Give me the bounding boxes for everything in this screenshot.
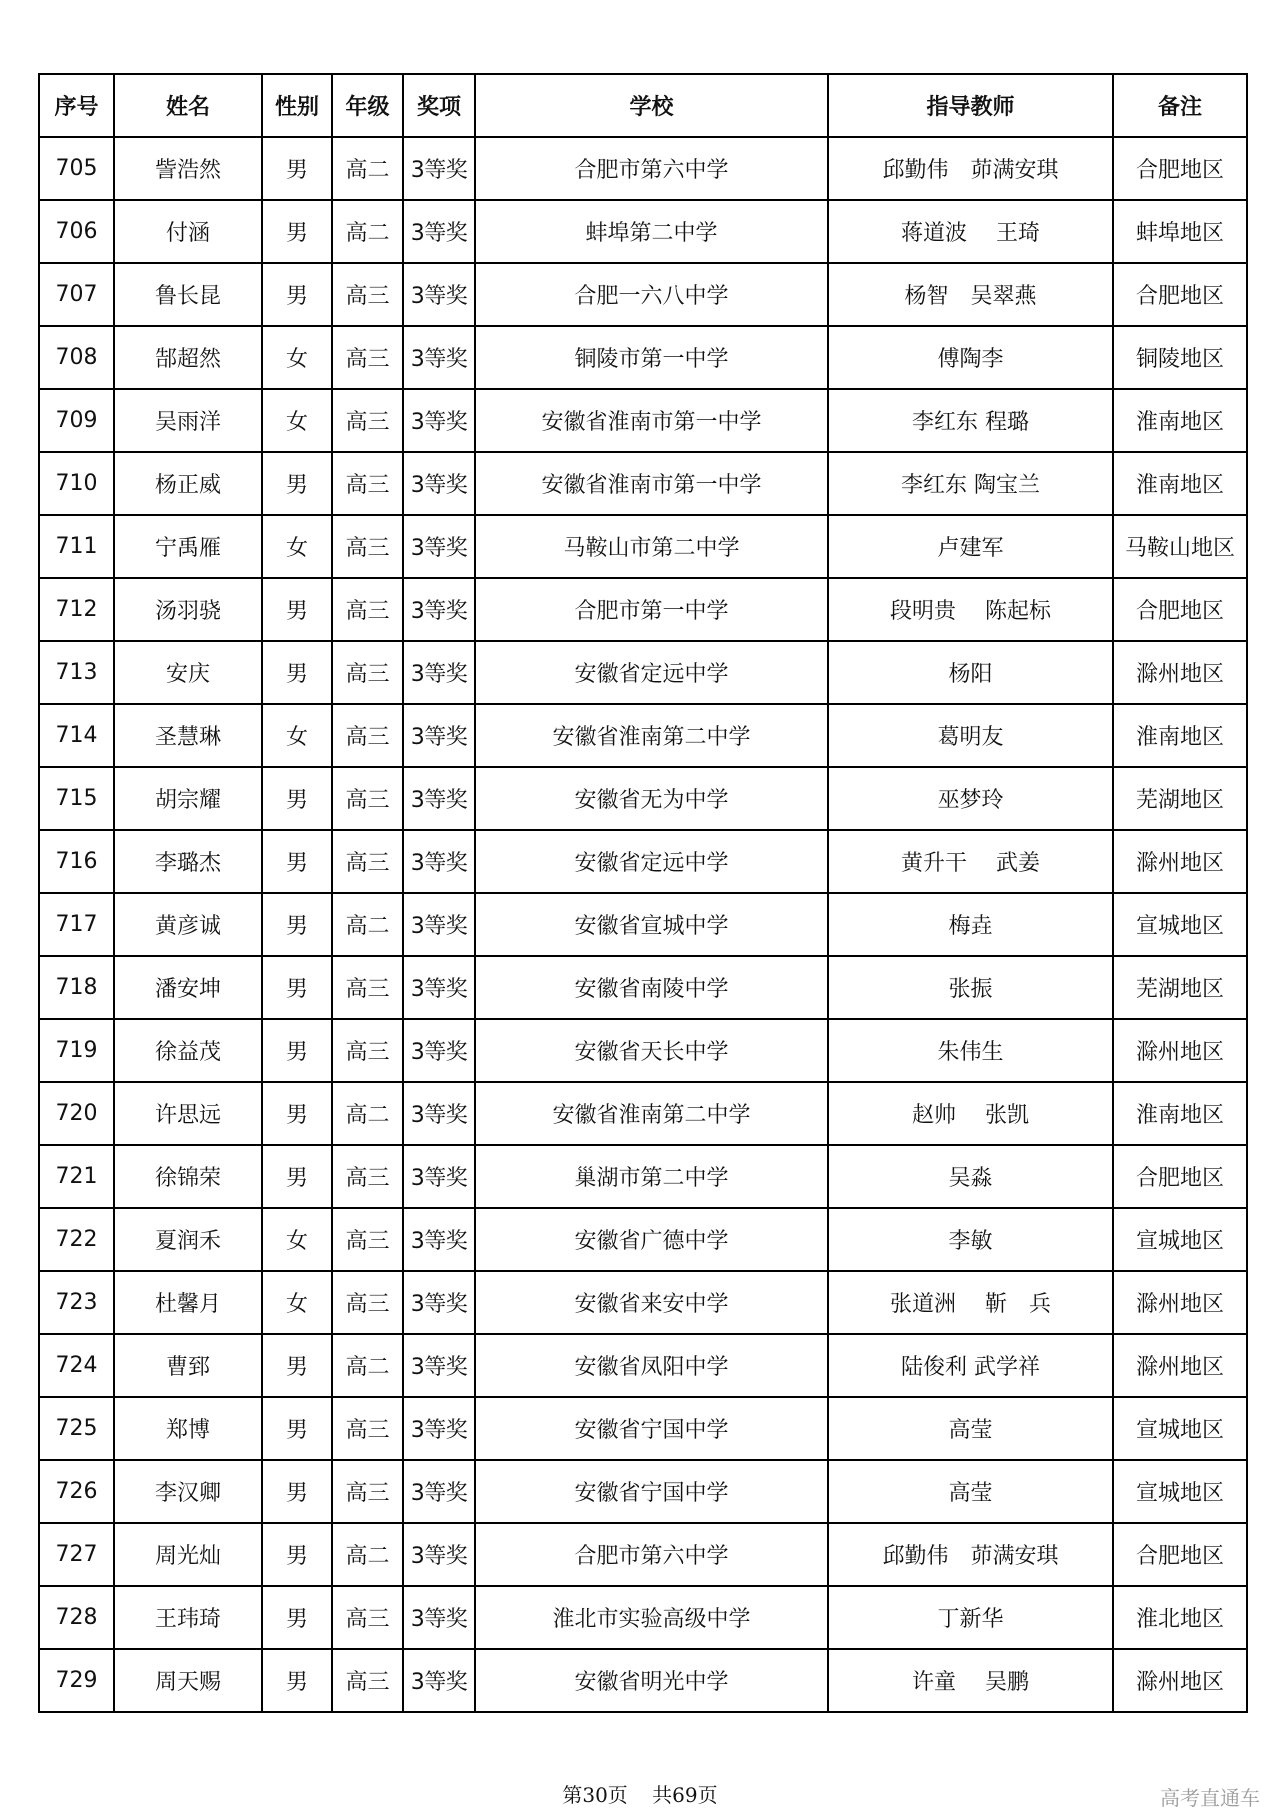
cell-award: 3等奖 [403, 200, 475, 263]
cell-remark: 淮南地区 [1113, 1082, 1247, 1145]
cell-remark: 铜陵地区 [1113, 326, 1247, 389]
cell-award: 3等奖 [403, 1145, 475, 1208]
cell-grade: 高三 [332, 515, 403, 578]
cell-grade: 高三 [332, 767, 403, 830]
cell-grade: 高三 [332, 452, 403, 515]
cell-seq: 727 [39, 1523, 114, 1586]
cell-award: 3等奖 [403, 893, 475, 956]
cell-seq: 709 [39, 389, 114, 452]
cell-name: 王玮琦 [114, 1586, 262, 1649]
cell-award: 3等奖 [403, 704, 475, 767]
cell-gender: 男 [262, 578, 332, 641]
cell-seq: 716 [39, 830, 114, 893]
cell-school: 安徽省南陵中学 [475, 956, 828, 1019]
cell-name: 吴雨洋 [114, 389, 262, 452]
cell-award: 3等奖 [403, 641, 475, 704]
cell-award: 3等奖 [403, 956, 475, 1019]
cell-school: 安徽省凤阳中学 [475, 1334, 828, 1397]
cell-remark: 淮南地区 [1113, 389, 1247, 452]
cell-grade: 高三 [332, 1145, 403, 1208]
cell-seq: 707 [39, 263, 114, 326]
cell-grade: 高二 [332, 1082, 403, 1145]
cell-gender: 男 [262, 1586, 332, 1649]
cell-school: 铜陵市第一中学 [475, 326, 828, 389]
cell-remark: 滁州地区 [1113, 641, 1247, 704]
header-gender: 性别 [262, 74, 332, 137]
cell-gender: 男 [262, 452, 332, 515]
cell-gender: 女 [262, 704, 332, 767]
cell-seq: 710 [39, 452, 114, 515]
cell-gender: 女 [262, 389, 332, 452]
cell-seq: 715 [39, 767, 114, 830]
cell-award: 3等奖 [403, 389, 475, 452]
cell-name: 周天赐 [114, 1649, 262, 1712]
cell-grade: 高二 [332, 1334, 403, 1397]
cell-name: 黄彦诚 [114, 893, 262, 956]
cell-seq: 714 [39, 704, 114, 767]
cell-name: 夏润禾 [114, 1208, 262, 1271]
cell-remark: 宣城地区 [1113, 893, 1247, 956]
cell-seq: 719 [39, 1019, 114, 1082]
cell-school: 安徽省淮南市第一中学 [475, 389, 828, 452]
cell-seq: 711 [39, 515, 114, 578]
cell-advisor: 杨智 吴翠燕 [828, 263, 1113, 326]
cell-award: 3等奖 [403, 1523, 475, 1586]
cell-grade: 高三 [332, 1586, 403, 1649]
table-row [39, 515, 1247, 578]
cell-award: 3等奖 [403, 515, 475, 578]
cell-school: 马鞍山市第二中学 [475, 515, 828, 578]
cell-school: 安徽省宁国中学 [475, 1460, 828, 1523]
cell-award: 3等奖 [403, 1334, 475, 1397]
cell-advisor: 葛明友 [828, 704, 1113, 767]
table-row [39, 1397, 1247, 1460]
cell-name: 周光灿 [114, 1523, 262, 1586]
cell-grade: 高二 [332, 1523, 403, 1586]
watermark-text: 高考直通车 [1160, 1786, 1260, 1810]
cell-name: 付涵 [114, 200, 262, 263]
table-row [39, 326, 1247, 389]
cell-advisor: 张振 [828, 956, 1113, 1019]
table-row [39, 200, 1247, 263]
cell-advisor: 邱勤伟 茆满安琪 [828, 137, 1113, 200]
cell-advisor: 李红东 陶宝兰 [828, 452, 1113, 515]
cell-seq: 726 [39, 1460, 114, 1523]
cell-remark: 滁州地区 [1113, 1019, 1247, 1082]
cell-award: 3等奖 [403, 452, 475, 515]
cell-award: 3等奖 [403, 767, 475, 830]
cell-advisor: 梅垚 [828, 893, 1113, 956]
cell-advisor: 高莹 [828, 1397, 1113, 1460]
cell-gender: 女 [262, 1271, 332, 1334]
table-header-row [39, 74, 1247, 137]
cell-name: 安庆 [114, 641, 262, 704]
cell-school: 安徽省淮南市第一中学 [475, 452, 828, 515]
header-award: 奖项 [403, 74, 475, 137]
table-row [39, 893, 1247, 956]
page-footer [0, 1779, 1280, 1808]
cell-name: 杨正威 [114, 452, 262, 515]
cell-gender: 男 [262, 1019, 332, 1082]
cell-name: 徐锦荣 [114, 1145, 262, 1208]
cell-school: 合肥市第六中学 [475, 1523, 828, 1586]
cell-grade: 高三 [332, 1271, 403, 1334]
header-school: 学校 [475, 74, 828, 137]
cell-award: 3等奖 [403, 1082, 475, 1145]
cell-seq: 720 [39, 1082, 114, 1145]
cell-school: 安徽省定远中学 [475, 641, 828, 704]
cell-advisor: 傅陶李 [828, 326, 1113, 389]
table-body [39, 137, 1247, 1712]
cell-name: 訾浩然 [114, 137, 262, 200]
cell-award: 3等奖 [403, 1649, 475, 1712]
cell-seq: 708 [39, 326, 114, 389]
table-row [39, 1334, 1247, 1397]
cell-gender: 女 [262, 1208, 332, 1271]
table-row [39, 1208, 1247, 1271]
cell-award: 3等奖 [403, 830, 475, 893]
cell-seq: 729 [39, 1649, 114, 1712]
cell-remark: 淮南地区 [1113, 452, 1247, 515]
table-row [39, 578, 1247, 641]
cell-remark: 宣城地区 [1113, 1208, 1247, 1271]
cell-advisor: 段明贵 陈起标 [828, 578, 1113, 641]
cell-gender: 男 [262, 830, 332, 893]
header-name: 姓名 [114, 74, 262, 137]
cell-name: 杜馨月 [114, 1271, 262, 1334]
cell-advisor: 陆俊利 武学祥 [828, 1334, 1113, 1397]
cell-grade: 高三 [332, 1397, 403, 1460]
cell-grade: 高二 [332, 200, 403, 263]
cell-remark: 芜湖地区 [1113, 767, 1247, 830]
cell-school: 安徽省无为中学 [475, 767, 828, 830]
cell-award: 3等奖 [403, 578, 475, 641]
cell-award: 3等奖 [403, 326, 475, 389]
cell-name: 郜超然 [114, 326, 262, 389]
cell-gender: 男 [262, 956, 332, 1019]
cell-gender: 男 [262, 1145, 332, 1208]
cell-grade: 高三 [332, 956, 403, 1019]
table-row [39, 767, 1247, 830]
cell-name: 鲁长昆 [114, 263, 262, 326]
cell-remark: 马鞍山地区 [1113, 515, 1247, 578]
cell-remark: 宣城地区 [1113, 1460, 1247, 1523]
cell-advisor: 巫梦玲 [828, 767, 1113, 830]
cell-award: 3等奖 [403, 1271, 475, 1334]
cell-remark: 淮南地区 [1113, 704, 1247, 767]
table-row [39, 641, 1247, 704]
cell-advisor: 许童 吴鹏 [828, 1649, 1113, 1712]
cell-name: 宁禹雁 [114, 515, 262, 578]
cell-advisor: 黄升干 武姜 [828, 830, 1113, 893]
cell-advisor: 赵帅 张凯 [828, 1082, 1113, 1145]
cell-seq: 717 [39, 893, 114, 956]
cell-remark: 滁州地区 [1113, 1271, 1247, 1334]
cell-advisor: 朱伟生 [828, 1019, 1113, 1082]
cell-advisor: 吴淼 [828, 1145, 1113, 1208]
cell-gender: 男 [262, 1397, 332, 1460]
cell-school: 安徽省淮南第二中学 [475, 704, 828, 767]
cell-school: 合肥市第一中学 [475, 578, 828, 641]
table-row [39, 1523, 1247, 1586]
cell-seq: 723 [39, 1271, 114, 1334]
cell-name: 郑博 [114, 1397, 262, 1460]
cell-award: 3等奖 [403, 137, 475, 200]
table-row [39, 1649, 1247, 1712]
cell-grade: 高三 [332, 1460, 403, 1523]
table-row [39, 956, 1247, 1019]
cell-award: 3等奖 [403, 1586, 475, 1649]
cell-remark: 芜湖地区 [1113, 956, 1247, 1019]
cell-award: 3等奖 [403, 1397, 475, 1460]
cell-remark: 滁州地区 [1113, 1649, 1247, 1712]
table-row [39, 389, 1247, 452]
cell-award: 3等奖 [403, 1208, 475, 1271]
cell-grade: 高三 [332, 263, 403, 326]
cell-advisor: 杨阳 [828, 641, 1113, 704]
cell-remark: 合肥地区 [1113, 1145, 1247, 1208]
cell-award: 3等奖 [403, 1460, 475, 1523]
cell-gender: 男 [262, 893, 332, 956]
cell-advisor: 卢建军 [828, 515, 1113, 578]
cell-grade: 高三 [332, 704, 403, 767]
cell-gender: 男 [262, 1649, 332, 1712]
table-row [39, 1271, 1247, 1334]
cell-gender: 男 [262, 1523, 332, 1586]
cell-grade: 高三 [332, 1019, 403, 1082]
cell-gender: 男 [262, 641, 332, 704]
cell-name: 胡宗耀 [114, 767, 262, 830]
cell-remark: 蚌埠地区 [1113, 200, 1247, 263]
cell-name: 圣慧琳 [114, 704, 262, 767]
cell-gender: 男 [262, 200, 332, 263]
cell-advisor: 高莹 [828, 1460, 1113, 1523]
cell-advisor: 蒋道波 王琦 [828, 200, 1113, 263]
cell-remark: 滁州地区 [1113, 830, 1247, 893]
table-row [39, 452, 1247, 515]
cell-name: 许思远 [114, 1082, 262, 1145]
table-row [39, 1586, 1247, 1649]
header-seq: 序号 [39, 74, 114, 137]
cell-school: 淮北市实验高级中学 [475, 1586, 828, 1649]
header-remark: 备注 [1113, 74, 1247, 137]
cell-school: 安徽省广德中学 [475, 1208, 828, 1271]
cell-gender: 男 [262, 137, 332, 200]
cell-seq: 728 [39, 1586, 114, 1649]
cell-school: 安徽省明光中学 [475, 1649, 828, 1712]
table-row [39, 263, 1247, 326]
cell-remark: 宣城地区 [1113, 1397, 1247, 1460]
cell-remark: 合肥地区 [1113, 578, 1247, 641]
table-row [39, 704, 1247, 767]
header-advisor: 指导教师 [828, 74, 1113, 137]
cell-seq: 706 [39, 200, 114, 263]
cell-seq: 725 [39, 1397, 114, 1460]
table-row [39, 1460, 1247, 1523]
table-row [39, 1019, 1247, 1082]
cell-name: 潘安坤 [114, 956, 262, 1019]
table-row [39, 1145, 1247, 1208]
page-number-current: 第30页 [562, 1783, 628, 1807]
cell-seq: 724 [39, 1334, 114, 1397]
cell-grade: 高三 [332, 389, 403, 452]
cell-name: 李汉卿 [114, 1460, 262, 1523]
cell-advisor: 李敏 [828, 1208, 1113, 1271]
cell-name: 李璐杰 [114, 830, 262, 893]
cell-grade: 高三 [332, 578, 403, 641]
table-row [39, 137, 1247, 200]
cell-school: 合肥市第六中学 [475, 137, 828, 200]
cell-school: 安徽省来安中学 [475, 1271, 828, 1334]
cell-award: 3等奖 [403, 263, 475, 326]
cell-grade: 高三 [332, 641, 403, 704]
cell-seq: 712 [39, 578, 114, 641]
cell-seq: 713 [39, 641, 114, 704]
cell-grade: 高三 [332, 1649, 403, 1712]
cell-grade: 高二 [332, 893, 403, 956]
cell-gender: 男 [262, 1334, 332, 1397]
cell-remark: 淮北地区 [1113, 1586, 1247, 1649]
table-row [39, 830, 1247, 893]
cell-seq: 722 [39, 1208, 114, 1271]
cell-advisor: 邱勤伟 茆满安琪 [828, 1523, 1113, 1586]
cell-advisor: 李红东 程璐 [828, 389, 1113, 452]
cell-name: 曹郅 [114, 1334, 262, 1397]
cell-grade: 高二 [332, 137, 403, 200]
cell-advisor: 张道洲 靳 兵 [828, 1271, 1113, 1334]
cell-school: 安徽省宣城中学 [475, 893, 828, 956]
cell-name: 徐益茂 [114, 1019, 262, 1082]
cell-seq: 705 [39, 137, 114, 200]
cell-gender: 男 [262, 767, 332, 830]
cell-remark: 合肥地区 [1113, 263, 1247, 326]
cell-school: 合肥一六八中学 [475, 263, 828, 326]
cell-school: 安徽省宁国中学 [475, 1397, 828, 1460]
cell-school: 安徽省淮南第二中学 [475, 1082, 828, 1145]
cell-grade: 高三 [332, 1208, 403, 1271]
cell-school: 巢湖市第二中学 [475, 1145, 828, 1208]
cell-advisor: 丁新华 [828, 1586, 1113, 1649]
cell-seq: 718 [39, 956, 114, 1019]
cell-remark: 合肥地区 [1113, 1523, 1247, 1586]
award-roster-table [38, 73, 1248, 1713]
cell-remark: 合肥地区 [1113, 137, 1247, 200]
cell-gender: 女 [262, 515, 332, 578]
cell-award: 3等奖 [403, 1019, 475, 1082]
cell-school: 安徽省定远中学 [475, 830, 828, 893]
cell-school: 蚌埠第二中学 [475, 200, 828, 263]
cell-name: 汤羽骁 [114, 578, 262, 641]
cell-gender: 女 [262, 326, 332, 389]
cell-remark: 滁州地区 [1113, 1334, 1247, 1397]
cell-gender: 男 [262, 1082, 332, 1145]
cell-grade: 高三 [332, 830, 403, 893]
header-grade: 年级 [332, 74, 403, 137]
table-row [39, 1082, 1247, 1145]
cell-gender: 男 [262, 1460, 332, 1523]
cell-school: 安徽省天长中学 [475, 1019, 828, 1082]
cell-seq: 721 [39, 1145, 114, 1208]
page-number-total: 共69页 [652, 1783, 718, 1807]
cell-gender: 男 [262, 263, 332, 326]
cell-grade: 高三 [332, 326, 403, 389]
